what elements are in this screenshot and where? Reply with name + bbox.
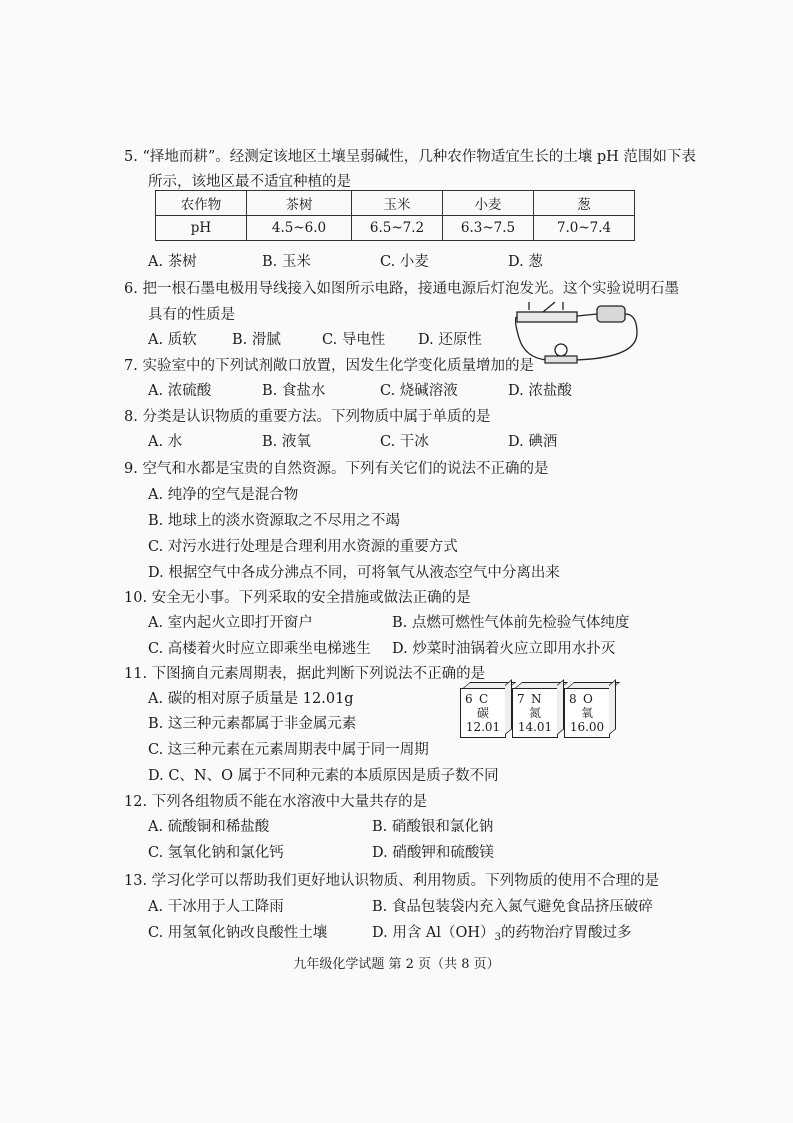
table-cell: 4.5~6.0 — [247, 216, 352, 241]
element-symbol: C — [479, 692, 489, 706]
table-cell: 玉米 — [352, 191, 443, 216]
q9-option-a: A. 纯净的空气是混合物 — [148, 487, 299, 503]
table-cell: 6.3~7.5 — [443, 216, 534, 241]
q7-option-c: C. 烧碱溶液 — [380, 383, 458, 399]
q8-option-c: C. 干冰 — [380, 434, 429, 450]
atomic-mass: 14.01 — [517, 720, 553, 734]
table-cell: 7.0~7.4 — [534, 216, 635, 241]
q12-option-b: B. 硝酸银和氯化钠 — [372, 819, 494, 835]
battery-icon — [597, 306, 625, 322]
q10-option-d: D. 炒菜时油锅着火应立即用水扑灭 — [392, 641, 616, 657]
table-cell: 小麦 — [443, 191, 534, 216]
q9-option-b: B. 地球上的淡水资源取之不尽用之不竭 — [148, 513, 400, 529]
element-card-oxygen — [564, 688, 610, 738]
table-cell: 农作物 — [156, 191, 247, 216]
q9-option-d: D. 根据空气中各成分沸点不同，可将氧气从液态空气中分离出来 — [148, 565, 560, 581]
element-symbol: N — [531, 692, 542, 706]
q12-option-c: C. 氢氧化钠和氯化钙 — [148, 845, 284, 861]
element-symbol: O — [583, 692, 593, 706]
element-name: 氧 — [580, 706, 593, 720]
table-cell: pH — [156, 216, 247, 241]
q10-stem: 10. 安全无小事。下列采取的安全措施或做法正确的是 — [124, 590, 471, 606]
table-cell: 6.5~7.2 — [352, 216, 443, 241]
q6-stem-line1: 6. 把一根石墨电极用导线接入如图所示电路，接通电源后灯泡发光。这个实验说明石墨 — [124, 281, 679, 297]
crop-ph-table — [155, 190, 635, 241]
q11-stem: 11. 下图摘自元素周期表，据此判断下列说法不正确的是 — [124, 666, 486, 682]
q11-option-d: D. C、N、O 属于不同种元素的本质原因是质子数不同 — [148, 768, 499, 784]
q13-option-b: B. 食品包装袋内充入氮气避免食品挤压破碎 — [372, 899, 653, 915]
q6-option-a: A. 质软 — [148, 332, 197, 348]
q10-option-c: C. 高楼着火时应立即乘坐电梯逃生 — [148, 641, 371, 657]
q13-option-c: C. 用氢氧化钠改良酸性土壤 — [148, 925, 328, 941]
q12-stem: 12. 下列各组物质不能在水溶液中大量共存的是 — [124, 794, 428, 810]
table-cell: 茶树 — [247, 191, 352, 216]
page-footer: 九年级化学试题 第 2 页（共 8 页） — [293, 957, 500, 972]
q5-option-c: C. 小麦 — [380, 254, 429, 270]
q8-stem: 8. 分类是认识物质的重要方法。下列物质中属于单质的是 — [124, 409, 491, 425]
table-cell: 葱 — [534, 191, 635, 216]
element-name: 碳 — [476, 706, 489, 720]
q11-option-c: C. 这三种元素在元素周期表中属于同一周期 — [148, 742, 429, 758]
subscript: 3 — [494, 932, 501, 943]
q13-option-a: A. 干冰用于人工降雨 — [148, 899, 284, 915]
q5-option-d: D. 葱 — [508, 254, 543, 270]
q7-option-b: B. 食盐水 — [262, 383, 326, 399]
q7-stem: 7. 实验室中的下列试剂敞口放置，因发生化学变化质量增加的是 — [124, 358, 534, 374]
q5-stem-line2: 所示，该地区最不适宜种植的是 — [148, 174, 351, 190]
option-text: D. 用含 Al（OH） — [372, 925, 495, 941]
table-row — [156, 216, 635, 241]
q11-option-b: B. 这三种元素都属于非金属元素 — [148, 716, 357, 732]
switch-icon — [543, 302, 555, 312]
q9-stem: 9. 空气和水都是宝贵的自然资源。下列有关它们的说法不正确的是 — [124, 461, 549, 477]
element-card-nitrogen — [512, 688, 558, 738]
table-header-row — [156, 191, 635, 216]
atomic-mass: 12.01 — [465, 720, 501, 734]
q13-stem: 13. 学习化学可以帮助我们更好地认识物质、利用物质。下列物质的使用不合理的是 — [124, 873, 660, 889]
q11-option-a: A. 碳的相对原子质量是 12.01g — [148, 691, 354, 707]
q8-option-a: A. 水 — [148, 434, 183, 450]
atomic-number: 6 — [465, 692, 473, 706]
q5-option-a: A. 茶树 — [148, 254, 197, 270]
element-name: 氮 — [528, 706, 541, 720]
q6-option-d: D. 还原性 — [418, 332, 482, 348]
q10-option-b: B. 点燃可燃性气体前先检验气体纯度 — [392, 615, 630, 631]
q9-option-c: C. 对污水进行处理是合理利用水资源的重要方式 — [148, 539, 458, 555]
q6-option-b: B. 滑腻 — [232, 332, 281, 348]
atomic-number: 7 — [517, 692, 525, 706]
option-text-tail: 的药物治疗胃酸过多 — [500, 925, 632, 941]
q7-option-a: A. 浓硫酸 — [148, 383, 212, 399]
atomic-number: 8 — [569, 692, 577, 706]
q5-stem-line1: 5. “择地而耕”。经测定该地区土壤呈弱碱性，几种农作物适宜生长的土壤 pH 范围如下表 — [124, 149, 696, 165]
q8-option-d: D. 碘酒 — [508, 434, 558, 450]
q12-option-d: D. 硝酸钾和硫酸镁 — [372, 845, 494, 861]
q12-option-a: A. 硫酸铜和稀盐酸 — [148, 819, 270, 835]
atomic-mass: 16.00 — [569, 720, 605, 734]
q5-option-b: B. 玉米 — [262, 254, 311, 270]
q6-option-c: C. 导电性 — [322, 332, 386, 348]
q7-option-d: D. 浓盐酸 — [508, 383, 572, 399]
element-card-carbon — [460, 688, 506, 738]
q13-option-d — [372, 923, 631, 948]
graphite-electrode-icon — [517, 312, 577, 322]
q6-stem-line2: 具有的性质是 — [148, 307, 235, 323]
bulb-icon — [555, 344, 567, 356]
q8-option-b: B. 液氧 — [262, 434, 311, 450]
q10-option-a: A. 室内起火立即打开窗户 — [148, 615, 313, 631]
